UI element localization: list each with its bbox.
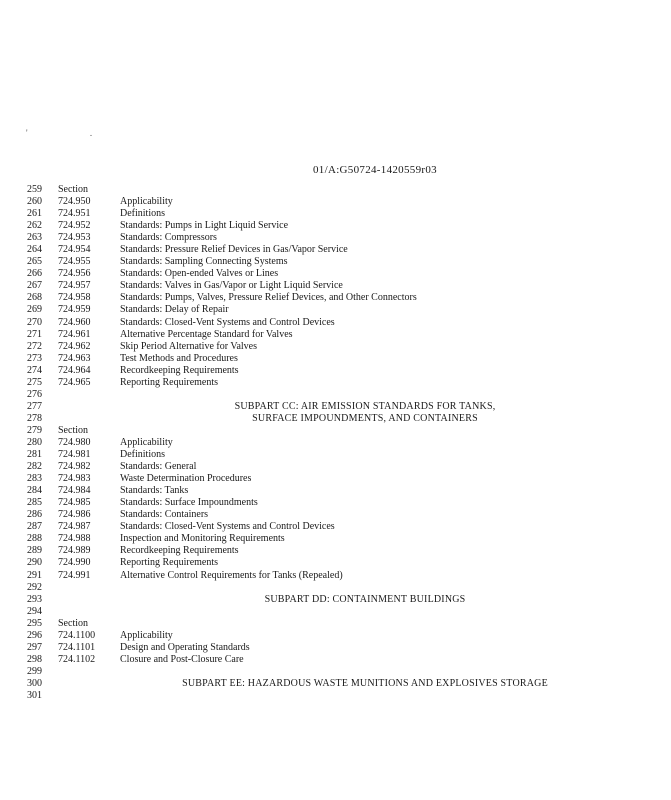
section-title: Design and Operating Standards	[120, 641, 250, 653]
line-number: 300	[27, 677, 42, 689]
line-number: 283	[27, 473, 42, 485]
section-title: Applicability	[120, 196, 173, 208]
section-number: 724.951	[58, 208, 91, 220]
toc-line	[0, 630, 671, 642]
subpart-heading: SUBPART DD: CONTAINMENT BUILDINGS	[264, 593, 466, 605]
section-number: 724.984	[58, 485, 91, 497]
section-number: 724.1102	[58, 653, 96, 665]
toc-line	[0, 690, 671, 702]
section-title: Standards: Tanks	[120, 485, 189, 497]
line-number: 267	[27, 280, 42, 292]
section-title: Reporting Requirements	[120, 376, 219, 388]
corner-marks: ' .	[26, 128, 123, 138]
section-title: Standards: General	[120, 461, 197, 473]
section-number: 724.959	[58, 304, 91, 316]
section-title: Definitions	[120, 208, 165, 220]
line-number: 269	[27, 304, 42, 316]
section-number: 724.989	[58, 545, 91, 557]
section-number: 724.987	[58, 521, 91, 533]
toc-line	[0, 509, 671, 521]
section-number: 724.962	[58, 340, 91, 352]
section-title: Test Methods and Procedures	[120, 352, 238, 364]
line-number: 293	[27, 593, 42, 605]
section-title: Skip Period Alternative for Valves	[120, 340, 258, 352]
section-number: 724.1100	[58, 629, 96, 641]
section-number: 724.963	[58, 352, 91, 364]
toc-line	[0, 473, 671, 485]
toc-line	[0, 256, 671, 268]
line-number: 279	[27, 424, 42, 436]
section-title: Recordkeeping Requirements	[120, 545, 239, 557]
toc-line	[0, 244, 671, 256]
section-number: 724.964	[58, 364, 91, 376]
section-title: Inspection and Monitoring Requirements	[120, 533, 285, 545]
toc-line	[0, 220, 671, 232]
subpart-heading: SUBPART CC: AIR EMISSION STANDARDS FOR TANKS,	[234, 400, 496, 412]
toc-line	[0, 413, 671, 425]
section-number: 724.953	[58, 232, 91, 244]
section-number: Section	[58, 424, 88, 436]
section-number: 724.956	[58, 268, 91, 280]
line-number: 261	[27, 208, 42, 220]
toc-line	[0, 304, 671, 316]
subpart-heading: SUBPART EE: HAZARDOUS WASTE MUNITIONS AND EXPLOSIVES STORAGE	[182, 677, 548, 689]
section-number: 724.957	[58, 280, 91, 292]
section-title: Standards: Delay of Repair	[120, 304, 229, 316]
line-number: 272	[27, 340, 42, 352]
toc-line	[0, 329, 671, 341]
line-number: 288	[27, 533, 42, 545]
line-number: 282	[27, 461, 42, 473]
toc-line	[0, 606, 671, 618]
toc-line	[0, 533, 671, 545]
line-number: 259	[27, 184, 42, 195]
toc-line	[0, 654, 671, 666]
toc-line	[0, 353, 671, 365]
section-number: 724.988	[58, 533, 91, 545]
toc-line	[0, 317, 671, 329]
section-title: Standards: Open-ended Valves or Lines	[120, 268, 279, 280]
line-number: 277	[27, 400, 42, 412]
toc-line	[0, 365, 671, 377]
section-title: Recordkeeping Requirements	[120, 364, 239, 376]
line-number: 296	[27, 629, 42, 641]
toc-line	[0, 268, 671, 280]
section-number: 724.983	[58, 473, 91, 485]
section-number: 724.965	[58, 376, 91, 388]
section-title: Standards: Surface Impoundments	[120, 497, 258, 509]
section-number: Section	[58, 184, 88, 195]
subpart-heading: SURFACE IMPOUNDMENTS, AND CONTAINERS	[252, 412, 478, 424]
section-title: Standards: Pressure Relief Devices in Gas/Vapor Service	[120, 244, 348, 256]
line-number: 289	[27, 545, 42, 557]
line-number: 297	[27, 641, 42, 653]
line-number: 273	[27, 352, 42, 364]
section-title: Standards: Containers	[120, 509, 209, 521]
toc-line	[0, 401, 671, 413]
section-title: Definitions	[120, 449, 165, 461]
toc-line	[0, 280, 671, 292]
section-title: Standards: Closed-Vent Systems and Control Devices	[120, 521, 335, 533]
section-title: Alternative Control Requirements for Tanks (Repealed)	[120, 569, 343, 581]
line-number: 276	[27, 388, 42, 400]
line-number: 268	[27, 292, 42, 304]
toc-line	[0, 449, 671, 461]
line-number: 265	[27, 256, 42, 268]
section-title: Alternative Percentage Standard for Valves	[120, 328, 293, 340]
section-number: Section	[58, 617, 88, 629]
toc-line	[0, 666, 671, 678]
toc-line	[0, 232, 671, 244]
line-number: 262	[27, 220, 42, 232]
toc-line	[0, 642, 671, 654]
section-title: Standards: Pumps in Light Liquid Service	[120, 220, 289, 232]
section-number: 724.952	[58, 220, 91, 232]
toc-line	[0, 485, 671, 497]
toc-line	[0, 678, 671, 690]
section-title: Waste Determination Procedures	[120, 473, 252, 485]
toc-line	[0, 292, 671, 304]
section-number: 724.986	[58, 509, 91, 521]
line-number: 292	[27, 581, 42, 593]
section-number: 724.981	[58, 449, 91, 461]
section-number: 724.1101	[58, 641, 96, 653]
line-number: 281	[27, 449, 42, 461]
section-number: 724.958	[58, 292, 91, 304]
section-number: 724.982	[58, 461, 91, 473]
line-number: 295	[27, 617, 42, 629]
section-number: 724.980	[58, 436, 91, 448]
section-title: Standards: Closed-Vent Systems and Control Devices	[120, 316, 335, 328]
toc-line	[0, 389, 671, 401]
table-of-contents	[0, 184, 671, 702]
line-number: 270	[27, 316, 42, 328]
toc-line	[0, 437, 671, 449]
line-number: 298	[27, 653, 42, 665]
line-number: 274	[27, 364, 42, 376]
toc-line	[0, 208, 671, 220]
section-title: Standards: Sampling Connecting Systems	[120, 256, 288, 268]
section-title: Applicability	[120, 629, 173, 641]
section-number: 724.960	[58, 316, 91, 328]
line-number: 286	[27, 509, 42, 521]
section-title: Standards: Pumps, Valves, Pressure Relief Devices, and Other Connectors	[120, 292, 417, 304]
line-number: 266	[27, 268, 42, 280]
line-number: 263	[27, 232, 42, 244]
toc-line	[0, 618, 671, 630]
toc-line	[0, 570, 671, 582]
section-number: 724.955	[58, 256, 91, 268]
toc-line	[0, 545, 671, 557]
toc-line	[0, 594, 671, 606]
toc-line	[0, 341, 671, 353]
line-number: 280	[27, 436, 42, 448]
section-title: Standards: Valves in Gas/Vapor or Light Liquid Service	[120, 280, 343, 292]
section-title: Closure and Post-Closure Care	[120, 653, 244, 665]
line-number: 291	[27, 569, 42, 581]
line-number: 285	[27, 497, 42, 509]
toc-line	[0, 521, 671, 533]
line-number: 260	[27, 196, 42, 208]
toc-line	[0, 461, 671, 473]
section-number: 724.950	[58, 196, 91, 208]
line-number: 287	[27, 521, 42, 533]
section-number: 724.985	[58, 497, 91, 509]
line-number: 271	[27, 328, 42, 340]
line-number: 278	[27, 412, 42, 424]
line-number: 301	[27, 689, 42, 701]
line-number: 290	[27, 557, 42, 569]
section-number: 724.961	[58, 328, 91, 340]
document-id: 01/A:G50724-1420559r03	[313, 164, 437, 176]
section-number: 724.991	[58, 569, 91, 581]
toc-line	[0, 184, 671, 196]
section-title: Applicability	[120, 436, 173, 448]
toc-line	[0, 582, 671, 594]
toc-line	[0, 497, 671, 509]
line-number: 264	[27, 244, 42, 256]
line-number: 294	[27, 605, 42, 617]
toc-line	[0, 196, 671, 208]
line-number: 284	[27, 485, 42, 497]
section-number: 724.954	[58, 244, 91, 256]
line-number: 299	[27, 665, 42, 677]
section-title: Standards: Compressors	[120, 232, 217, 244]
line-number: 275	[27, 376, 42, 388]
toc-line	[0, 425, 671, 437]
section-title: Reporting Requirements	[120, 557, 219, 569]
section-number: 724.990	[58, 557, 91, 569]
toc-line	[0, 377, 671, 389]
toc-line	[0, 557, 671, 569]
